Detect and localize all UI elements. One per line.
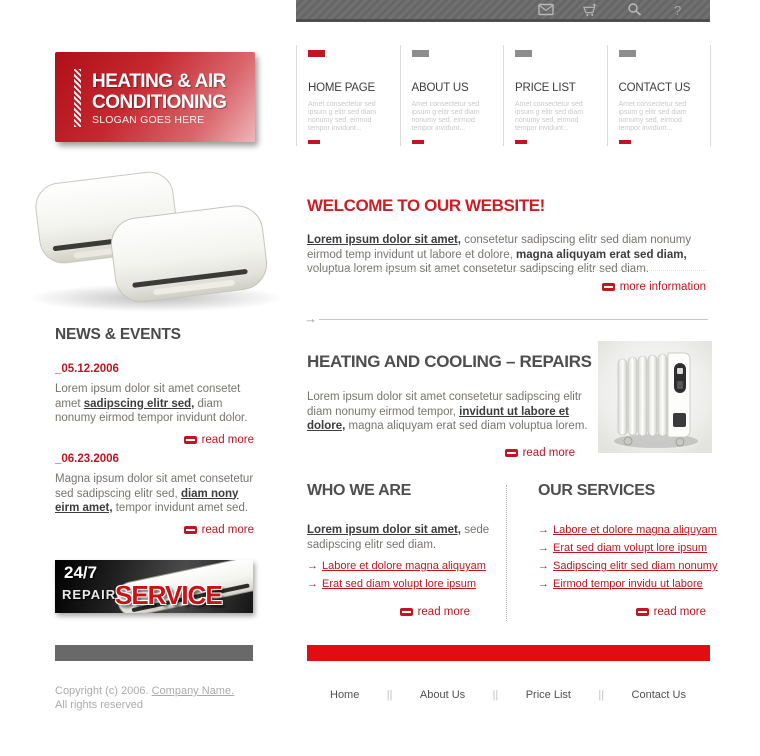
nav-item-blurb: Amet consectetur sed ipsum g elitr sed diam nonumy sed, eirmod tempor invidunt... [618, 101, 687, 132]
nav-marker [619, 50, 636, 57]
arrow-icon: → [538, 542, 549, 554]
nav-item-price-list[interactable] [504, 45, 608, 146]
vertical-dotted-divider [506, 485, 507, 621]
arrow-icon: → [538, 578, 549, 590]
mail-icon[interactable] [538, 2, 554, 17]
search-icon[interactable] [626, 2, 642, 17]
footer-separator: || [492, 689, 499, 701]
red-dash-icon [636, 608, 649, 616]
link-row [538, 560, 718, 572]
divider-line [319, 319, 708, 320]
welcome-lead: Lorem ipsum dolor sit amet, [307, 234, 461, 246]
link-row [538, 578, 710, 590]
service-link-1[interactable]: Labore et dolore magna aliquyam [553, 524, 717, 536]
red-dash-icon [184, 526, 197, 534]
news-text-bold: sadipscing elitr sed, [83, 397, 195, 410]
logo-title-line2: CONDITIONING [92, 92, 227, 113]
read-more-link[interactable] [505, 447, 575, 459]
red-dash-icon [400, 608, 413, 616]
service-link-2[interactable]: Erat sed diam volupt lore ipsum [553, 542, 708, 554]
read-more-label: read more [201, 433, 254, 446]
nav-red-dash-icon [619, 140, 631, 144]
nav-item-label: PRICE LIST [515, 82, 576, 94]
read-more-link[interactable] [184, 434, 254, 446]
footer-link-about-us[interactable]: About Us [419, 689, 466, 701]
link-row [538, 524, 717, 536]
nav-red-dash-icon [412, 140, 424, 144]
service-link-3[interactable]: Sadipscing elitr sed diam nonumy [553, 560, 718, 572]
service-link-4[interactable]: Eirmod tempor invidu ut labore [553, 578, 703, 590]
red-dash-icon [602, 283, 615, 291]
footer-link-home[interactable]: Home [330, 689, 360, 701]
who-we-are-links [307, 560, 502, 590]
nav-active-marker [308, 50, 325, 57]
news-date: _05.12.2006 [55, 363, 119, 375]
arrow-icon: → [307, 578, 318, 590]
dotted-divider [307, 270, 706, 271]
arrow-icon: → [538, 524, 549, 536]
more-information-label: more information [619, 281, 706, 293]
who-we-are-text [307, 523, 499, 552]
who-we-are-title: WHO WE ARE [307, 482, 411, 499]
footer-navigation [330, 689, 686, 701]
section-divider [304, 311, 708, 326]
welcome-bold: magna aliquyam erat sed diam, [516, 248, 687, 261]
rights-text: All rights reserved [55, 699, 144, 711]
news-text-bold: diam nony eirm amet, [55, 487, 239, 514]
divider-arrow-icon: → [304, 311, 317, 326]
news-item [55, 363, 254, 448]
red-dash-icon [505, 449, 518, 457]
repairs-read-more-row [307, 443, 575, 461]
who-link-2[interactable]: Erat sed diam volupt lore ipsum [322, 578, 477, 590]
nav-item-blurb: Amet consectetur sed ipsum g elitr sed diam nonumy sed, eirmod tempor invidunt... [308, 101, 377, 132]
news-text-part: Lorem ipsum dolor sit amet consetet amet [55, 383, 241, 410]
arrow-icon: → [307, 560, 318, 572]
main-navigation [296, 45, 711, 146]
nav-item-home-page[interactable] [297, 45, 401, 146]
nav-marker [412, 50, 429, 57]
link-row [307, 560, 502, 572]
news-item [55, 453, 254, 538]
more-information-row [307, 277, 706, 295]
footer-separator: || [598, 689, 605, 701]
content-bottom-bar [307, 645, 710, 661]
nav-item-about-us[interactable] [401, 45, 505, 146]
news-text-part: diam nonumy eirmod tempor invidunt dolor. [55, 397, 248, 424]
banner-repair-text: REPAIR [62, 587, 117, 602]
link-row [538, 542, 710, 554]
welcome-text-part: voluptua lorem ipsum sit amet consetetur sadipscing elitr sed diam. [307, 263, 649, 275]
banner-service-text: SERVICE [115, 580, 222, 610]
help-icon[interactable] [670, 2, 686, 17]
footer-separator: || [386, 689, 393, 701]
news-read-more-row [55, 430, 254, 448]
logo-slogan: SLOGAN GOES HERE [92, 114, 205, 126]
air-conditioners-image [18, 162, 286, 314]
who-lead: Lorem ipsum dolor sit amet, [307, 524, 461, 536]
nav-item-contact-us[interactable] [608, 45, 712, 146]
banner-24-7-text: 24/7 [64, 563, 98, 582]
our-services-links [538, 524, 718, 590]
nav-item-blurb: Amet consectetur sed ipsum g elitr sed diam nonumy sed, eirmod tempor invidunt... [515, 101, 584, 132]
nav-red-dash-icon [308, 140, 320, 144]
read-more-label: read more [417, 606, 470, 618]
nav-item-label: HOME PAGE [308, 82, 375, 94]
news-text [55, 382, 254, 426]
nav-red-dash-icon [515, 140, 527, 144]
nav-item-label: CONTACT US [618, 82, 691, 94]
nav-marker [515, 50, 532, 57]
company-name-link[interactable]: Company Name. [151, 685, 235, 697]
who-link-1[interactable]: Labore et dolore magna aliquyam [322, 560, 486, 572]
welcome-title: WELCOME TO OUR WEBSITE! [307, 196, 545, 215]
arrow-icon: → [538, 560, 549, 572]
repairs-paragraph [307, 390, 603, 434]
logo-title-line1: HEATING & AIR [92, 71, 226, 92]
link-row [307, 578, 502, 590]
read-more-label: read more [201, 523, 254, 536]
nav-item-blurb: Amet consectetur sed ipsum g elitr sed diam nonumy sed, eirmod tempor invidunt... [411, 101, 480, 132]
topbar [296, 0, 710, 22]
footer-copyright [55, 684, 234, 712]
footer-link-price-list[interactable]: Price List [525, 689, 571, 701]
svg-text:?: ? [674, 2, 682, 17]
sidebar-bottom-bar [55, 645, 253, 661]
logo[interactable] [55, 52, 255, 142]
services-read-more-row [538, 602, 706, 620]
cart-icon[interactable] [582, 2, 598, 17]
who-read-more-row [307, 602, 470, 620]
repair-service-banner[interactable] [55, 560, 253, 613]
oil-heater-image [598, 341, 712, 453]
repairs-title: HEATING AND COOLING – REPAIRS [307, 352, 592, 371]
news-text [55, 472, 254, 516]
repairs-text-part: Lorem ipsum dolor sit amet consetetur sadipscing elitr diam nonumy eirmod tempor, [307, 391, 582, 418]
welcome-text-part: consetetur sadipscing elitr sed diam nonumy eirmod temp invidunt ut labore et dolore, [307, 234, 692, 261]
repairs-text-part: magna aliquyam erat sed diam voluptua lorem. [345, 420, 588, 432]
who-text-part: sede sadipscing elitr sed diam. [307, 524, 490, 551]
read-more-label: read more [653, 606, 706, 618]
more-information-link[interactable] [602, 281, 706, 293]
repairs-bold: invidunt ut labore et dolore, [307, 405, 570, 432]
news-read-more-row [55, 520, 254, 538]
news-events-title: NEWS & EVENTS [55, 326, 181, 343]
logo-text [92, 71, 226, 128]
our-services-title: OUR SERVICES [538, 482, 656, 499]
logo-hatch-decoration [74, 69, 81, 127]
news-text-part: Magna ipsum dolor sit amet consetetur sed sadipscing elitr sed, [55, 473, 254, 500]
nav-item-label: ABOUT US [411, 82, 469, 94]
read-more-link[interactable] [184, 524, 254, 536]
read-more-link[interactable] [400, 606, 470, 618]
copyright-text: Copyright (c) 2006. [55, 685, 152, 697]
read-more-link[interactable] [636, 606, 706, 618]
read-more-label: read more [522, 447, 575, 459]
news-text-part: tempor invidunt amet sed. [112, 502, 249, 514]
news-date: _06.23.2006 [55, 453, 119, 465]
footer-link-contact-us[interactable]: Contact Us [631, 689, 686, 701]
red-dash-icon [184, 436, 197, 444]
